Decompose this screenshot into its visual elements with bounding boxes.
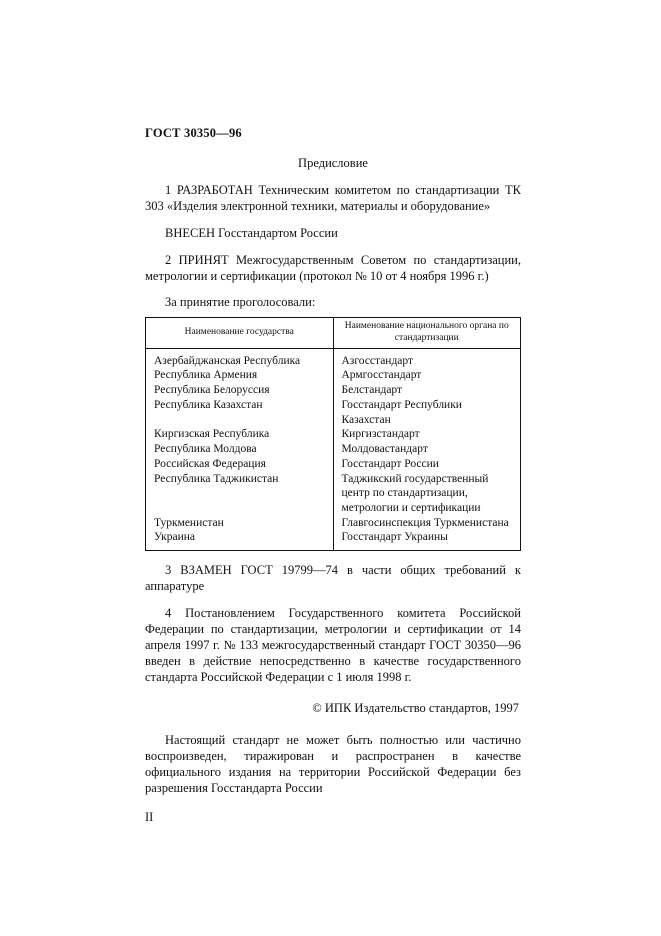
col-header-org: Наименование национального органа по стандартизации — [333, 318, 521, 349]
doc-code: ГОСТ 30350—96 — [145, 126, 242, 140]
cell-country: Туркменистан — [146, 516, 334, 531]
table-row — [146, 530, 521, 550]
vote-table — [145, 317, 521, 551]
table-row — [146, 442, 521, 457]
cell-org: Госстандарт России — [341, 457, 439, 470]
table-row — [146, 427, 521, 442]
table-row — [146, 457, 521, 472]
table-row — [146, 368, 521, 383]
preface-title: Предисловие — [298, 156, 368, 170]
cell-country: Российская Федерация — [146, 457, 334, 472]
table-header-row — [146, 318, 521, 349]
cell-country: Республика Молдова — [146, 442, 334, 457]
vote-intro: За принятие проголосовали: — [165, 295, 316, 309]
cell-org: Армгосстандарт — [341, 369, 422, 382]
table-row — [146, 383, 521, 398]
cell-org: Киргизстандарт — [341, 428, 420, 441]
table-row — [146, 516, 521, 531]
cell-country: Украина — [146, 530, 334, 550]
copyright-line: © ИПК Издательство стандартов, 1997 — [312, 701, 519, 716]
vote-table-wrap — [145, 317, 521, 551]
cell-country: Республика Таджикистан — [146, 472, 334, 516]
table-row — [146, 398, 521, 427]
cell-country: Республика Белоруссия — [146, 383, 334, 398]
table-row — [146, 348, 521, 368]
col-header-country: Наименование государства — [146, 318, 334, 349]
cell-org: Главгосинспекция Туркменистана — [341, 516, 509, 529]
cell-org: Таджикский государственный центр по стандартизации, метрологии и сертификации — [341, 472, 489, 514]
cell-country: Республика Казахстан — [146, 398, 334, 427]
cell-org: Азгосстандарт — [341, 354, 414, 367]
page-number: II — [145, 810, 154, 825]
paragraph-adopted: 2 ПРИНЯТ Межгосударственным Советом по стандартизации, метрологии и сертификации (протокол № 10 от 4 ноября 1996 г.) — [145, 253, 521, 283]
cell-org: Белстандарт — [341, 384, 403, 397]
paragraph-restriction: Настоящий стандарт не может быть полностью или частично воспроизведен, тиражирован и распространен в качестве официального издания на территории Российской Федерации без разрешения Госстандарта России — [145, 733, 521, 796]
cell-country: Киргизская Республика — [146, 427, 334, 442]
cell-country: Азербайджанская Республика — [146, 348, 334, 368]
paragraph-submitted: ВНЕСЕН Госстандартом России — [165, 226, 338, 240]
cell-country: Республика Армения — [146, 368, 334, 383]
table-row — [146, 472, 521, 516]
cell-org: Госстандарт Украины — [341, 531, 448, 544]
paragraph-developed: 1 РАЗРАБОТАН Техническим комитетом по стандартизации ТК 303 «Изделия электронной техники, материалы и оборудование» — [145, 183, 521, 213]
paragraph-replaces: 3 ВЗАМЕН ГОСТ 19799—74 в части общих требований к аппаратуре — [145, 563, 521, 594]
cell-org: Молдовастандарт — [341, 443, 428, 456]
paragraph-enacted: 4 Постановлением Государственного комитета Российской Федерации по стандартизации, метрологии и сертификации от 14 апреля 1997 г. № 133 межгосударственный стандарт ГОСТ 30350—96 введен в действие непосредственно в качестве государственного стандарта Российской Федерации с 1 июля 1998 г. — [145, 606, 521, 685]
cell-org: Госстандарт Республики Казахстан — [341, 398, 462, 426]
